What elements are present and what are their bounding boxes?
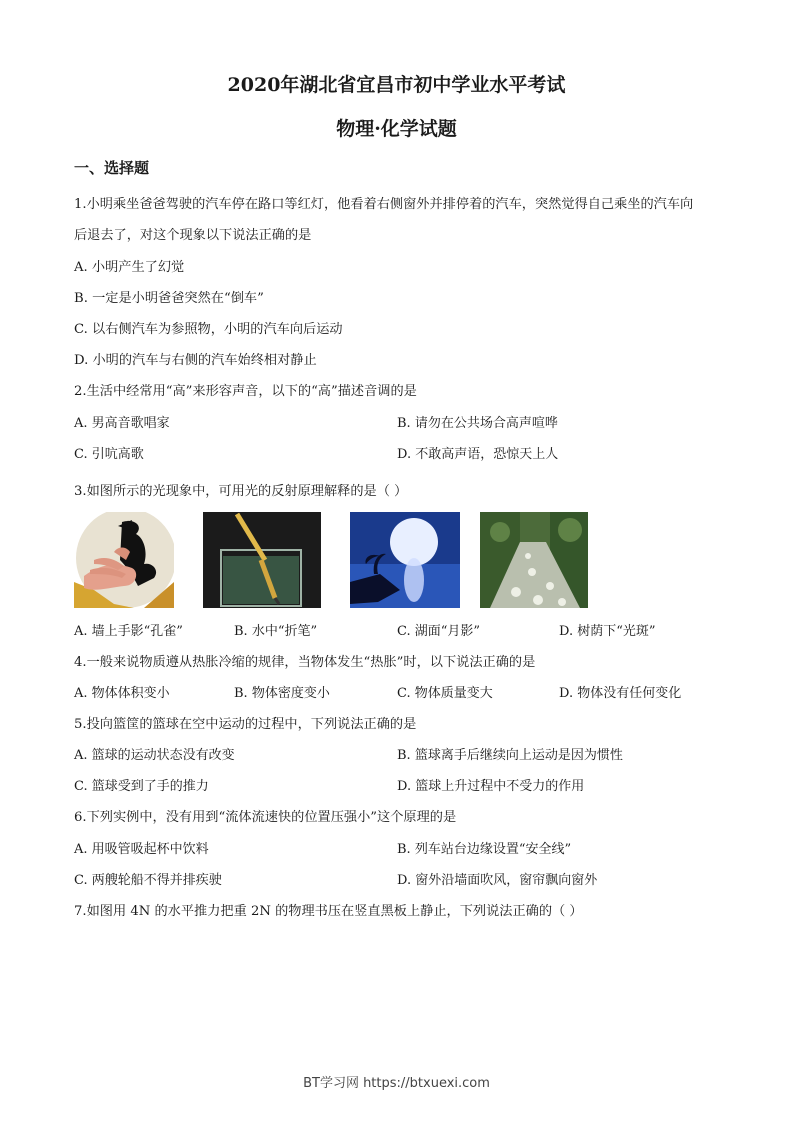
q1-stem-line1: 1.小明乘坐爸爸驾驶的汽车停在路口等红灯，他看着右侧窗外并排停着的汽车，突然觉得自己乘坐的汽车向 (74, 197, 694, 212)
q2-stem: 2.生活中经常用“高”来形容声音，以下的“高”描述音调的是 (74, 384, 417, 399)
q7-stem: 7.如图用 4N 的水平推力把重 2N 的物理书压在竖直黑板上静止，下列说法正确的（ ） (74, 904, 583, 919)
q5-option-d: D. 篮球上升过程中不受力的作用 (397, 779, 585, 794)
q6-option-d: D. 窗外沿墙面吹风，窗帘飘向窗外 (397, 873, 598, 888)
hand-shadow-peacock-image (74, 512, 174, 608)
q2-option-d: D. 不敢高声语，恐惊天上人 (397, 447, 559, 462)
q5-option-a: A. 篮球的运动状态没有改变 (74, 748, 235, 763)
section-heading: 一、选择题 (74, 159, 150, 177)
q5-option-c: C. 篮球受到了手的推力 (74, 779, 209, 794)
q4-option-c: C. 物体质量变大 (397, 686, 493, 701)
q6-option-c: C. 两艘轮船不得并排疾驶 (74, 873, 222, 888)
exam-subtitle: 物理·化学试题 (336, 118, 457, 140)
q6-option-a: A. 用吸管吸起杯中饮料 (74, 842, 209, 857)
q2-option-a: A. 男高音歌唱家 (74, 416, 170, 431)
q6-stem: 6.下列实例中，没有用到“流体流速快的位置压强小”这个原理的是 (74, 810, 457, 825)
q4-option-d: D. 物体没有任何变化 (559, 686, 682, 701)
q4-option-a: A. 物体体积变小 (74, 686, 170, 701)
q3-option-d: D. 树荫下“光斑” (559, 624, 656, 639)
q3-option-c: C. 湖面“月影” (397, 624, 481, 639)
q5-stem: 5.投向篮筐的篮球在空中运动的过程中，下列说法正确的是 (74, 717, 417, 732)
q4-option-b: B. 物体密度变小 (234, 686, 330, 701)
q6-option-b: B. 列车站台边缘设置“安全线” (397, 842, 572, 857)
q1-option-d: D. 小明的汽车与右侧的汽车始终相对静止 (74, 353, 317, 368)
q3-option-b: B. 水中“折笔” (234, 624, 318, 639)
tree-shade-light-spots-image (480, 512, 588, 608)
q1-option-c: C. 以右侧汽车为参照物，小明的汽车向后运动 (74, 322, 343, 337)
q5-option-b: B. 篮球离手后继续向上运动是因为惯性 (397, 748, 623, 763)
q4-stem: 4.一般来说物质遵从热胀冷缩的规律，当物体发生“热胀”时，以下说法正确的是 (74, 655, 536, 670)
pencil-in-water-image (203, 512, 321, 608)
q3-stem: 3.如图所示的光现象中，可用光的反射原理解释的是（ ） (74, 484, 408, 499)
q2-option-b: B. 请勿在公共场合高声喧哗 (397, 416, 558, 431)
footer-watermark[interactable]: BT学习网 https://btxuexi.com (303, 1076, 490, 1091)
q3-option-a: A. 墙上手影“孔雀” (74, 624, 183, 639)
q1-stem-line2: 后退去了，对这个现象以下说法正确的是 (74, 228, 312, 243)
q1-option-b: B. 一定是小明爸爸突然在“倒车” (74, 291, 264, 306)
q1-option-a: A. 小明产生了幻觉 (74, 260, 185, 275)
lake-moon-reflection-image (350, 512, 460, 608)
q2-option-c: C. 引吭高歌 (74, 447, 144, 462)
exam-title: 2020年湖北省宜昌市初中学业水平考试 (227, 74, 566, 96)
